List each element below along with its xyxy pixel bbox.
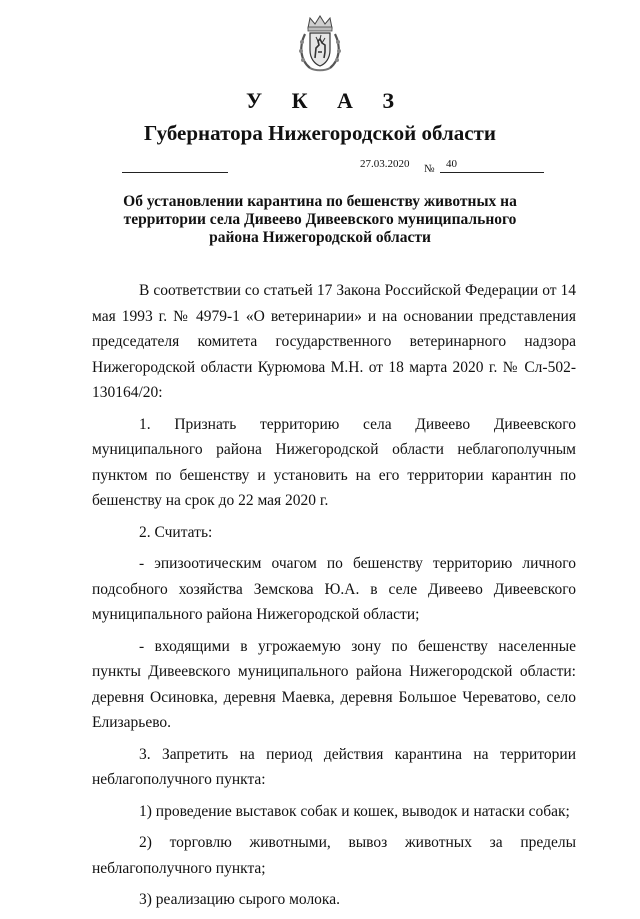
title-line: Об установлении карантина по бешенству животных на [123,193,517,210]
title-line: района Нижегородской области [209,229,431,246]
item-3-3-paragraph: 3) реализацию сырого молока. [139,891,340,908]
decree-date: 27.03.2020 [360,158,410,170]
document-title [110,193,530,247]
item-2-paragraph: 2. Считать: [139,523,213,541]
title-line: территории села Дивеево Дивеевского муниципального [123,211,517,228]
number-sign: № [424,163,435,175]
date-blank-line [122,172,228,173]
decree-body [92,278,576,919]
item-3-1-paragraph: 1) проведение выставок собак и кошек, выводок и натаски собак; [139,802,570,820]
item-3-2-paragraph: 2) торговлю животными, вывоз животных за пределы неблагополучного пункта; [92,834,576,877]
item-2b-paragraph: - входящими в угрожаемую зону по бешенству населенные пункты Дивеевского муниципального района Нижегородской области: деревня Осиновка, деревня Маевка, деревня Большое Череватово, село Елизарьево. [92,637,576,731]
item-1-paragraph: 1. Признать территорию села Дивеево Дивеевского муниципального района Нижегородской области неблагополучным пунктом по бешенству и установить на его территории карантин по бешенству на срок до 22 мая 2020 г. [92,415,576,509]
number-blank-line [440,172,544,173]
item-2a-paragraph: - эпизоотическим очагом по бешенству территорию личного подсобного хозяйства Земскова Ю.А. в селе Дивеево Дивеевского муниципального района Нижегородской области; [92,555,576,623]
item-3-paragraph: 3. Запретить на период действия карантина на территории неблагополучного пункта: [92,745,576,788]
decree-number: 40 [446,158,457,170]
coat-of-arms-emblem [298,14,342,72]
issuer-heading: Губернатора Нижегородской области [144,121,496,145]
preamble-paragraph: В соответствии со статьей 17 Закона Российской Федерации от 14 мая 1993 г. № 4979-1 «О ветеринарии» и на основании представления председателя комитета государственного ветеринарного надзора Нижегородской области Курюмова М.Н. от 18 марта 2020 г. № Сл-502-130164/20: [92,282,576,401]
decree-heading: У К А З [245,88,407,113]
